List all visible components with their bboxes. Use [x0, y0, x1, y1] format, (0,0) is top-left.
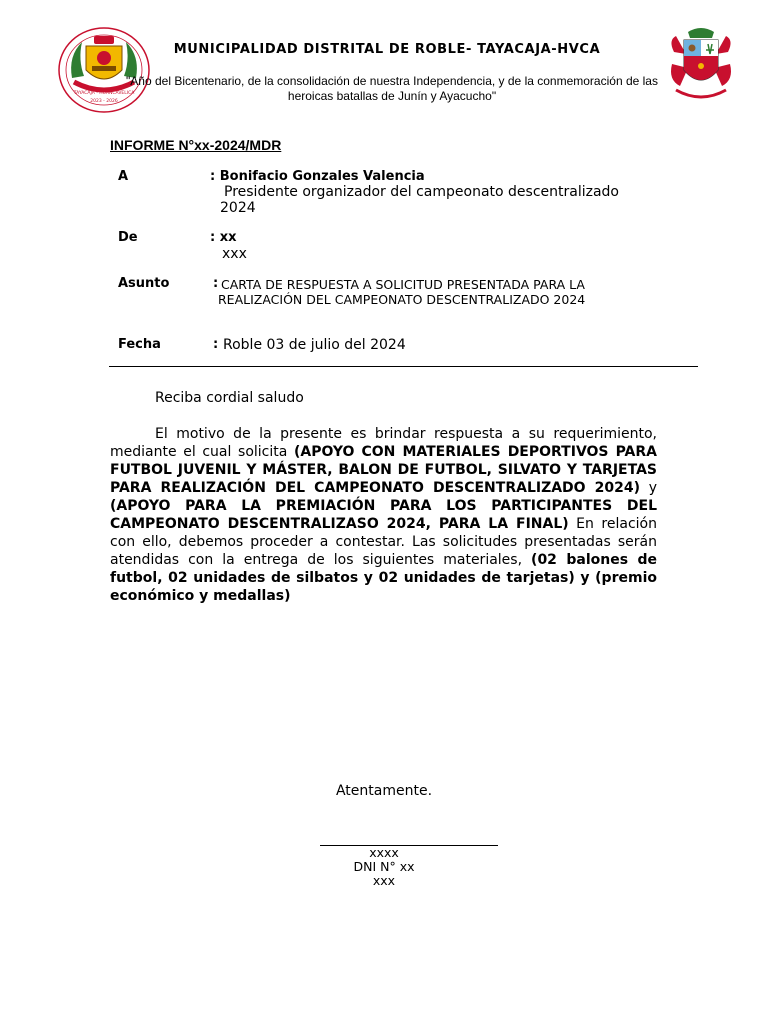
signer-dni: DNI N° xx: [353, 859, 415, 874]
year-motto: [112, 74, 672, 104]
body-text-1: El motivo de la presente es brindar respuesta a su requerimiento, mediante el cual solicita: [110, 426, 657, 460]
body-request-1: (APOYO CON MATERIALES DEPORTIVOS PARA FUTBOL JUVENIL Y MÁSTER, BALON DE FUTBOL, SILVATO Y TARJETAS PARA REALIZACIÓN DEL CAMPEONATO DESCENTRALIZADO 2024): [110, 444, 658, 496]
date-label: Fecha: [118, 337, 161, 352]
greeting: Reciba cordial saludo: [155, 390, 304, 406]
date-value: Roble 03 de julio del 2024: [223, 337, 406, 353]
municipality-title: MUNICIPALIDAD DISTRITAL DE ROBLE- TAYACAJA-HVCA: [173, 42, 601, 57]
to-label: A: [118, 169, 129, 184]
to-name: : Bonifacio Gonzales Valencia: [210, 169, 425, 184]
from-label: De: [118, 230, 138, 245]
peru-coat-of-arms-logo: [666, 24, 736, 102]
to-role-line-2: 2024: [220, 200, 256, 216]
date-colon: :: [213, 337, 219, 352]
report-title: INFORME N°xx-2024/MDR: [110, 137, 282, 153]
from-line-2: xxx: [222, 246, 247, 262]
body-paragraph: [110, 425, 657, 605]
subject-line-1: CARTA DE RESPUESTA A SOLICITUD PRESENTADA PARA LA: [221, 277, 585, 292]
signer-name: xxxx: [369, 845, 399, 860]
signer-extra: xxx: [372, 873, 396, 888]
seal-years: 2023 - 2026: [90, 99, 118, 104]
year-motto-line-2: heroicas batallas de Junín y Ayacucho": [287, 89, 497, 103]
from-value: : xx: [210, 230, 237, 245]
body-text-3: En relación con ello, debemos proceder a contestar. Las solicitudes presentadas serán atendidas con la entrega de los siguientes materiales,: [110, 516, 657, 568]
subject-colon: :: [213, 276, 219, 291]
body-request-2: (APOYO PARA LA PREMIACIÓN PARA LOS PARTICIPANTES DEL CAMPEONATO DESCENTRALIZASO 2024, PARA LA FINAL): [110, 498, 657, 532]
closing: Atentamente.: [335, 783, 433, 799]
subject-label: Asunto: [118, 276, 170, 291]
year-motto-line-1: "Año del Bicentenario, de la consolidación de nuestra Independencia, y de la conmemoración de las: [126, 74, 658, 88]
to-role-line-1: Presidente organizador del campeonato descentralizado: [224, 184, 619, 200]
body-materials: (02 balones de futbol, 02 unidades de silbatos y 02 unidades de tarjetas) y (premio económico y medallas): [110, 552, 657, 604]
subject-line-2: REALIZACIÓN DEL CAMPEONATO DESCENTRALIZADO 2024: [218, 292, 586, 307]
header-divider: [109, 366, 698, 367]
body-text-2: y: [640, 480, 657, 496]
seal-text: TAYACAJA - HUANCAVELICA: [73, 91, 135, 96]
